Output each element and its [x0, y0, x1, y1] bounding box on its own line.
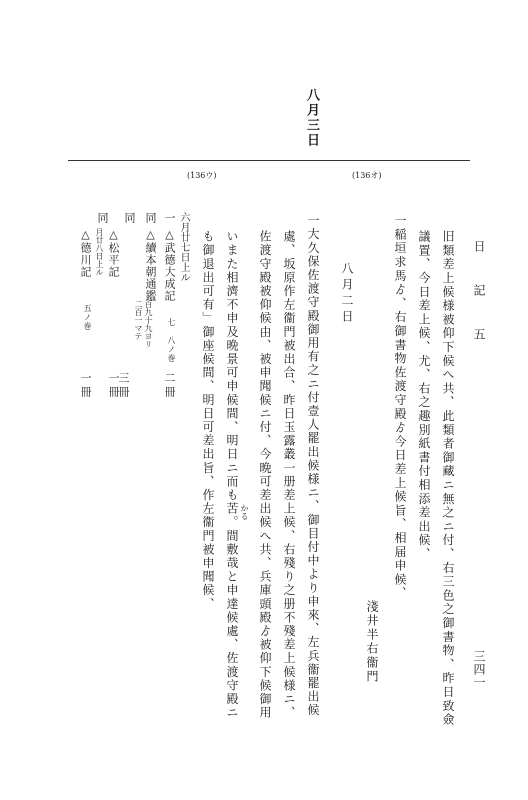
text-line: いまた相濟不申及晩景可申候間、明日ニ而も苦。間敷哉と申達候處、佐渡守殿ニ [225, 230, 239, 720]
list-ditto: 一 [163, 212, 176, 224]
entry-date: 八月二日 [340, 262, 354, 326]
list-title: △松平記 [107, 228, 120, 278]
section-divider [68, 160, 470, 161]
list-note: 五ノ巻 [83, 304, 92, 331]
list-title: △續本朝通鑑 [144, 228, 157, 302]
running-title: 八月三日 [304, 88, 319, 148]
list-ditto: 同 [144, 212, 157, 224]
book-title: 日 記 五 [472, 240, 486, 350]
list-note: 七 八ノ巻 [167, 318, 176, 363]
list-ditto: 同 [96, 212, 109, 224]
list-date: 月廿八日上ル [95, 228, 104, 276]
folio-mark-recto: (136オ) [352, 171, 382, 180]
list-count: 一冊 [107, 372, 120, 400]
text-line: 旧類差上候様被仰下候へ共、此類者御藏ニ無之ニ付、右三色之御書物、昨日致僉 [441, 230, 455, 727]
signature: 淺井半右衞門 [365, 600, 379, 684]
list-ditto: 同 [123, 212, 136, 224]
text-line: 議置、今日差上候、尤、右之趣別紙書付相添差出候、 [417, 230, 431, 562]
text-line: 處、坂原作左衞門被出合、昨日玉露叢一册差上候、右殘り之册不殘差上候様ニ、 [282, 230, 296, 720]
list-date: 六月廿七日上ル [178, 212, 189, 282]
list-title: △武德大成記 [163, 228, 176, 302]
folio-mark-verso: (136ウ) [187, 171, 217, 180]
list-count: 一冊 [79, 372, 92, 400]
ruby-annotation: かる [240, 504, 249, 520]
text-line: 佐渡守殿被仰候由、被申聞候ニ付、今晩可差出候へ共、兵庫頭殿ゟ被仰下候御用 [258, 230, 272, 720]
text-line: も御退出可有」御座候間、明日可差出旨、作左衞門被申聞候、 [201, 230, 215, 611]
list-note: 二百一マテ [134, 300, 143, 340]
list-note: 百九十九ヨリ [144, 300, 153, 348]
page-number: 三四一 [472, 650, 486, 689]
list-title: △德川記 [79, 228, 92, 278]
text-line: 一稲垣求馬ゟ、右御書物佐渡守殿ゟ今日差上候旨、相届申候、 [393, 214, 407, 601]
list-count: 三冊 [117, 372, 130, 400]
text-line: 一大久保佐渡守殿御用有之ニ付壹人罷出候様ニ、御目付中より申來、左兵衞罷出候 [306, 214, 320, 718]
list-count: 二冊 [163, 372, 176, 400]
